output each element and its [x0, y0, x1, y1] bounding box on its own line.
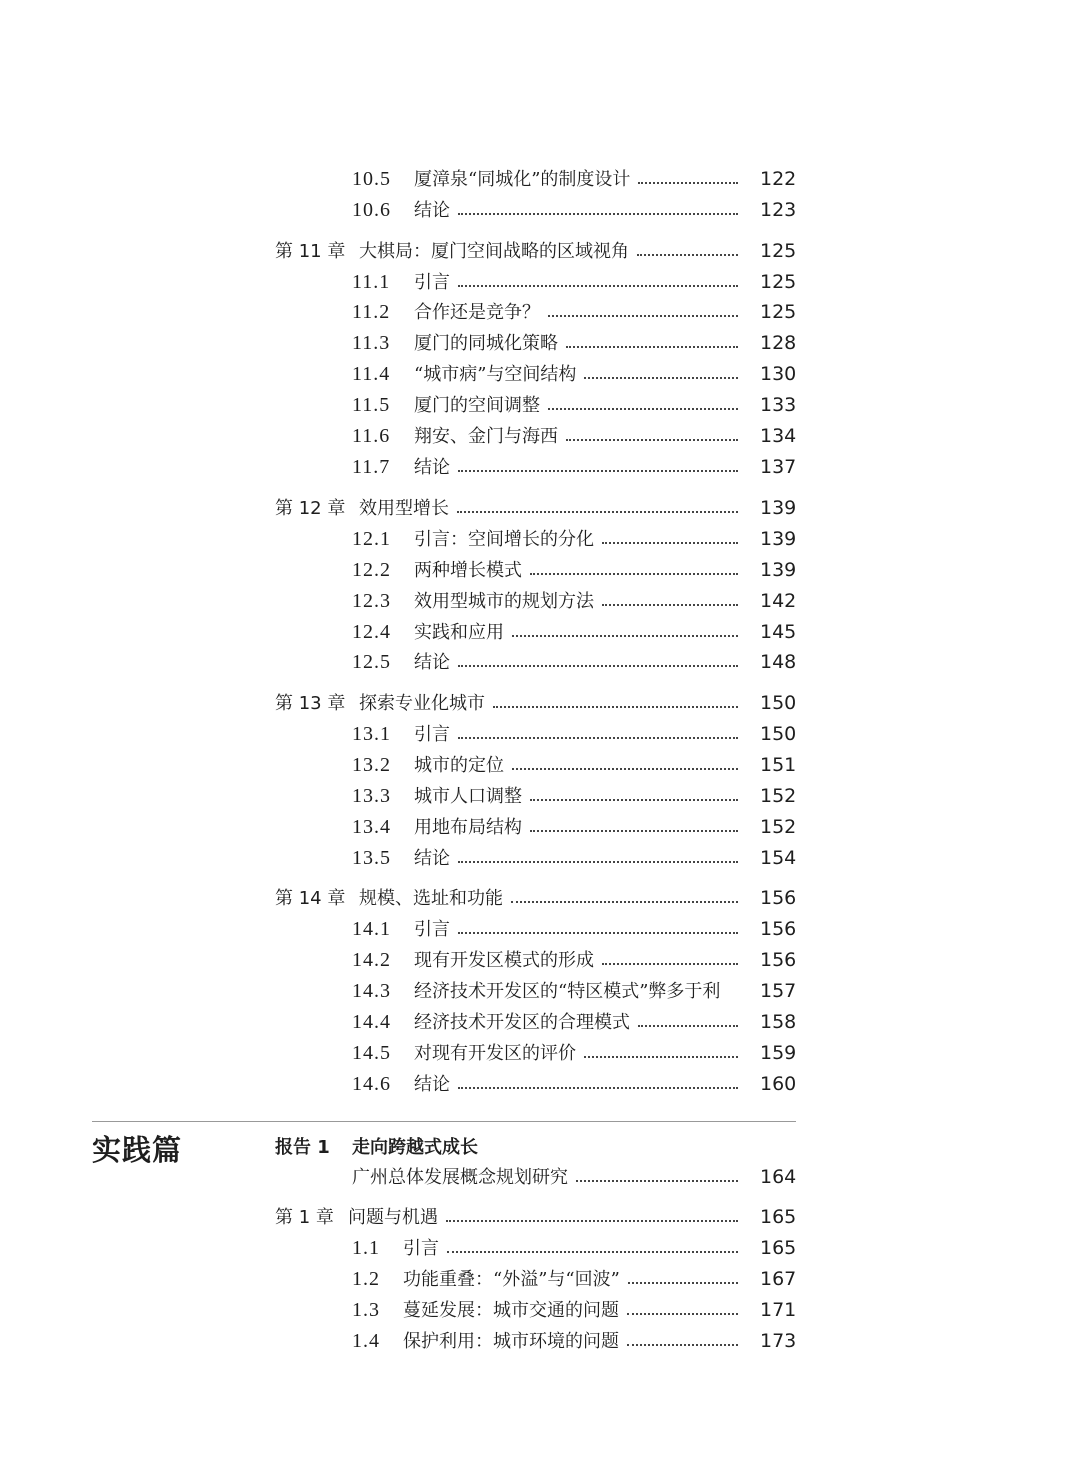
dot-leader	[566, 439, 738, 441]
toc-entry-title: 效用型城市的规划方法	[414, 591, 594, 612]
toc-entry[interactable]	[352, 1162, 750, 1193]
toc-entry-title: 规模、选址和功能	[359, 888, 503, 909]
toc-entry[interactable]	[352, 1038, 750, 1069]
toc-entry-number: 14.5	[352, 1042, 391, 1064]
toc-entry[interactable]	[275, 1202, 750, 1233]
toc-entry-page: 139	[760, 528, 797, 550]
toc-entry[interactable]	[352, 1295, 750, 1326]
toc-entry[interactable]	[352, 359, 750, 390]
dot-leader	[576, 1180, 738, 1182]
toc-entry-number: 14.1	[352, 918, 391, 940]
toc-entry-title: 厦门的同城化策略	[414, 333, 558, 354]
toc-entry-title: 对现有开发区的评价	[414, 1043, 576, 1064]
dot-leader	[638, 182, 738, 184]
toc-entry-page: 150	[760, 692, 797, 714]
dot-leader	[602, 963, 738, 965]
toc-entry[interactable]	[352, 1007, 750, 1038]
toc-entry-number: 13.4	[352, 816, 391, 838]
toc-entry-title: 广州总体发展概念规划研究	[352, 1167, 568, 1188]
toc-entry-page: 139	[760, 497, 797, 519]
toc-entry-number: 11.3	[352, 332, 391, 354]
toc-entry-number: 12.4	[352, 621, 391, 643]
toc-entry-number: 第 13 章	[275, 693, 346, 714]
toc-entry-page: 123	[760, 199, 797, 221]
toc-entry-page: 154	[760, 847, 797, 869]
toc-entry-number: 12.2	[352, 559, 391, 581]
toc-entry-page: 142	[760, 590, 797, 612]
toc-entry-title: 结论	[414, 652, 450, 673]
toc-entry[interactable]	[352, 297, 750, 328]
toc-entry-number: 第 1 章	[275, 1207, 334, 1228]
toc-entry-title: 城市的定位	[414, 755, 504, 776]
toc-entry-page: 145	[760, 621, 797, 643]
toc-entry-title: 结论	[414, 848, 450, 869]
toc-entry-page: 173	[760, 1330, 797, 1352]
toc-entry-page: 125	[760, 271, 797, 293]
toc-entry[interactable]	[275, 1132, 750, 1163]
toc-entry-title: 问题与机遇	[348, 1207, 438, 1228]
toc-entry-title: 经济技术开发区的合理模式	[414, 1012, 630, 1033]
dot-leader	[530, 830, 738, 832]
toc-entry-page: 134	[760, 425, 797, 447]
toc-entry-page: 167	[760, 1268, 797, 1290]
toc-entry-title: 引言	[414, 272, 450, 293]
toc-entry-number: 13.2	[352, 754, 391, 776]
toc-entry-number: 12.3	[352, 590, 391, 612]
toc-entry[interactable]	[352, 1264, 750, 1295]
toc-entry-title: 现有开发区模式的形成	[414, 950, 594, 971]
dot-leader	[512, 635, 738, 637]
toc-entry-title: 结论	[414, 457, 450, 478]
dot-leader	[457, 511, 738, 513]
toc-entry[interactable]	[352, 586, 750, 617]
toc-entry-number: 14.4	[352, 1011, 391, 1033]
toc-entry[interactable]	[275, 493, 750, 524]
toc-entry[interactable]	[275, 236, 750, 267]
toc-entry-number: 11.7	[352, 456, 391, 478]
toc-entry-title: 合作还是竞争？	[414, 302, 540, 323]
dot-leader	[458, 665, 738, 667]
toc-entry-number: 第 12 章	[275, 498, 346, 519]
toc-entry-page: 148	[760, 651, 797, 673]
dot-leader	[584, 377, 738, 379]
toc-entry-page: 137	[760, 456, 797, 478]
toc-entry-page: 156	[760, 949, 797, 971]
toc-entry[interactable]	[352, 617, 750, 648]
toc-entry-page: 171	[760, 1299, 797, 1321]
toc-entry-page: 158	[760, 1011, 797, 1033]
toc-entry-number: 11.4	[352, 363, 391, 385]
toc-entry[interactable]	[352, 452, 750, 483]
toc-entry[interactable]	[352, 421, 750, 452]
toc-entry-number: 11.1	[352, 271, 391, 293]
dot-leader	[493, 706, 738, 708]
toc-entry[interactable]	[352, 195, 750, 226]
toc-entry-title: 结论	[414, 200, 450, 221]
toc-entry-number: 13.1	[352, 723, 391, 745]
toc-entry-number: 11.6	[352, 425, 391, 447]
toc-entry-number: 14.6	[352, 1073, 391, 1095]
toc-entry[interactable]	[352, 781, 750, 812]
dot-leader	[458, 1087, 738, 1089]
toc-entry[interactable]	[352, 914, 750, 945]
toc-entry-number: 13.5	[352, 847, 391, 869]
dot-leader	[458, 213, 738, 215]
toc-entry[interactable]	[352, 524, 750, 555]
toc-entry-number: 11.5	[352, 394, 391, 416]
toc-entry[interactable]	[352, 390, 750, 421]
toc-entry[interactable]	[352, 647, 750, 678]
toc-entry-page: 151	[760, 754, 797, 776]
toc-entry-title: 引言：空间增长的分化	[414, 529, 594, 550]
toc-entry[interactable]	[352, 328, 750, 359]
toc-entry-title: 经济技术开发区的“特区模式”弊多于利	[414, 981, 721, 1002]
toc-entry-page: 165	[760, 1237, 797, 1259]
toc-entry-number: 1.4	[352, 1330, 380, 1352]
toc-entry-number: 14.2	[352, 949, 391, 971]
toc-entry-title: 结论	[414, 1074, 450, 1095]
toc-entry-number: 10.5	[352, 168, 391, 190]
dot-leader	[627, 1344, 738, 1346]
toc-entry-number: 11.2	[352, 301, 391, 323]
toc-entry-title: 厦漳泉“同城化”的制度设计	[414, 169, 631, 190]
toc-entry[interactable]	[352, 843, 750, 874]
toc-entry-title: 功能重叠：“外溢”与“回波”	[403, 1269, 620, 1290]
toc-entry-title: 大棋局：厦门空间战略的区域视角	[359, 241, 629, 262]
toc-entry-title: 引言	[403, 1238, 439, 1259]
dot-leader	[638, 1025, 738, 1027]
toc-entry[interactable]	[352, 267, 750, 298]
dot-leader	[602, 542, 738, 544]
toc-entry[interactable]	[352, 812, 750, 843]
toc-entry-number: 报告 1	[275, 1137, 330, 1158]
dot-leader	[602, 604, 738, 606]
toc-entry-title: 探索专业化城市	[359, 693, 485, 714]
toc-entry-page: 159	[760, 1042, 797, 1064]
toc-entry[interactable]	[275, 883, 750, 914]
toc-entry-page: 156	[760, 887, 797, 909]
toc-entry-page: 164	[760, 1166, 797, 1188]
toc-entry-title: 引言	[414, 724, 450, 745]
toc-entry-title: 引言	[414, 919, 450, 940]
toc-entry-number: 1.1	[352, 1237, 380, 1259]
toc-entry[interactable]	[352, 1233, 750, 1264]
toc-entry-number: 13.3	[352, 785, 391, 807]
dot-leader	[627, 1313, 738, 1315]
toc-entry-number: 第 11 章	[275, 241, 346, 262]
toc-entry-page: 125	[760, 240, 797, 262]
dot-leader	[584, 1056, 738, 1058]
toc-entry-number: 14.3	[352, 980, 391, 1002]
toc-entry-number: 12.5	[352, 651, 391, 673]
dot-leader	[637, 254, 738, 256]
dot-leader	[458, 470, 738, 472]
dot-leader	[512, 768, 738, 770]
toc-entry-page: 139	[760, 559, 797, 581]
toc-entry[interactable]	[275, 688, 750, 719]
dot-leader	[530, 573, 738, 575]
toc-entry-page: 133	[760, 394, 797, 416]
toc-entry-number: 第 14 章	[275, 888, 346, 909]
dot-leader	[548, 315, 738, 317]
toc-entry-title: 效用型增长	[359, 498, 449, 519]
toc-entry-page: 130	[760, 363, 797, 385]
dot-leader	[458, 285, 738, 287]
toc-entry-title: 蔓延发展：城市交通的问题	[403, 1300, 619, 1321]
toc-entry-page: 150	[760, 723, 797, 745]
dot-leader	[446, 1220, 738, 1222]
toc-entry[interactable]	[352, 1326, 750, 1357]
dot-leader	[548, 408, 738, 410]
toc-entry[interactable]	[352, 1069, 750, 1100]
toc-entry-page: 157	[760, 980, 797, 1002]
dot-leader	[458, 932, 738, 934]
dot-leader	[511, 901, 738, 903]
toc-entry-page: 125	[760, 301, 797, 323]
dot-leader	[628, 1282, 738, 1284]
toc-entry-title: 保护利用：城市环境的问题	[403, 1331, 619, 1352]
toc-entry-number: 1.3	[352, 1299, 380, 1321]
dot-leader	[566, 346, 738, 348]
toc-entry-page: 128	[760, 332, 797, 354]
toc-entry-title: 走向跨越式成长	[352, 1137, 478, 1158]
toc-entry-page: 152	[760, 816, 797, 838]
toc-entry-number: 10.6	[352, 199, 391, 221]
toc-entry-title: 厦门的空间调整	[414, 395, 540, 416]
toc-entry[interactable]	[352, 945, 750, 976]
toc-entry[interactable]	[352, 164, 750, 195]
dot-leader	[530, 799, 738, 801]
toc-entry-page: 156	[760, 918, 797, 940]
section-divider	[92, 1121, 796, 1122]
dot-leader	[458, 861, 738, 863]
dot-leader	[447, 1251, 738, 1253]
toc-entry[interactable]	[352, 555, 750, 586]
toc-entry-page: 165	[760, 1206, 797, 1228]
section-title: 实践篇	[92, 1133, 183, 1167]
toc-entry-page: 160	[760, 1073, 797, 1095]
toc-entry[interactable]	[352, 719, 750, 750]
toc-entry-number: 1.2	[352, 1268, 380, 1290]
dot-leader	[458, 737, 738, 739]
toc-entry[interactable]	[352, 976, 750, 1007]
toc-entry-title: 用地布局结构	[414, 817, 522, 838]
toc-entry[interactable]	[352, 750, 750, 781]
toc-entry-title: 城市人口调整	[414, 786, 522, 807]
toc-entry-title: “城市病”与空间结构	[414, 364, 577, 385]
toc-entry-page: 152	[760, 785, 797, 807]
toc-entry-page: 122	[760, 168, 797, 190]
toc-entry-title: 翔安、金门与海西	[414, 426, 558, 447]
toc-entry-title: 两种增长模式	[414, 560, 522, 581]
toc-entry-title: 实践和应用	[414, 622, 504, 643]
toc-entry-number: 12.1	[352, 528, 391, 550]
